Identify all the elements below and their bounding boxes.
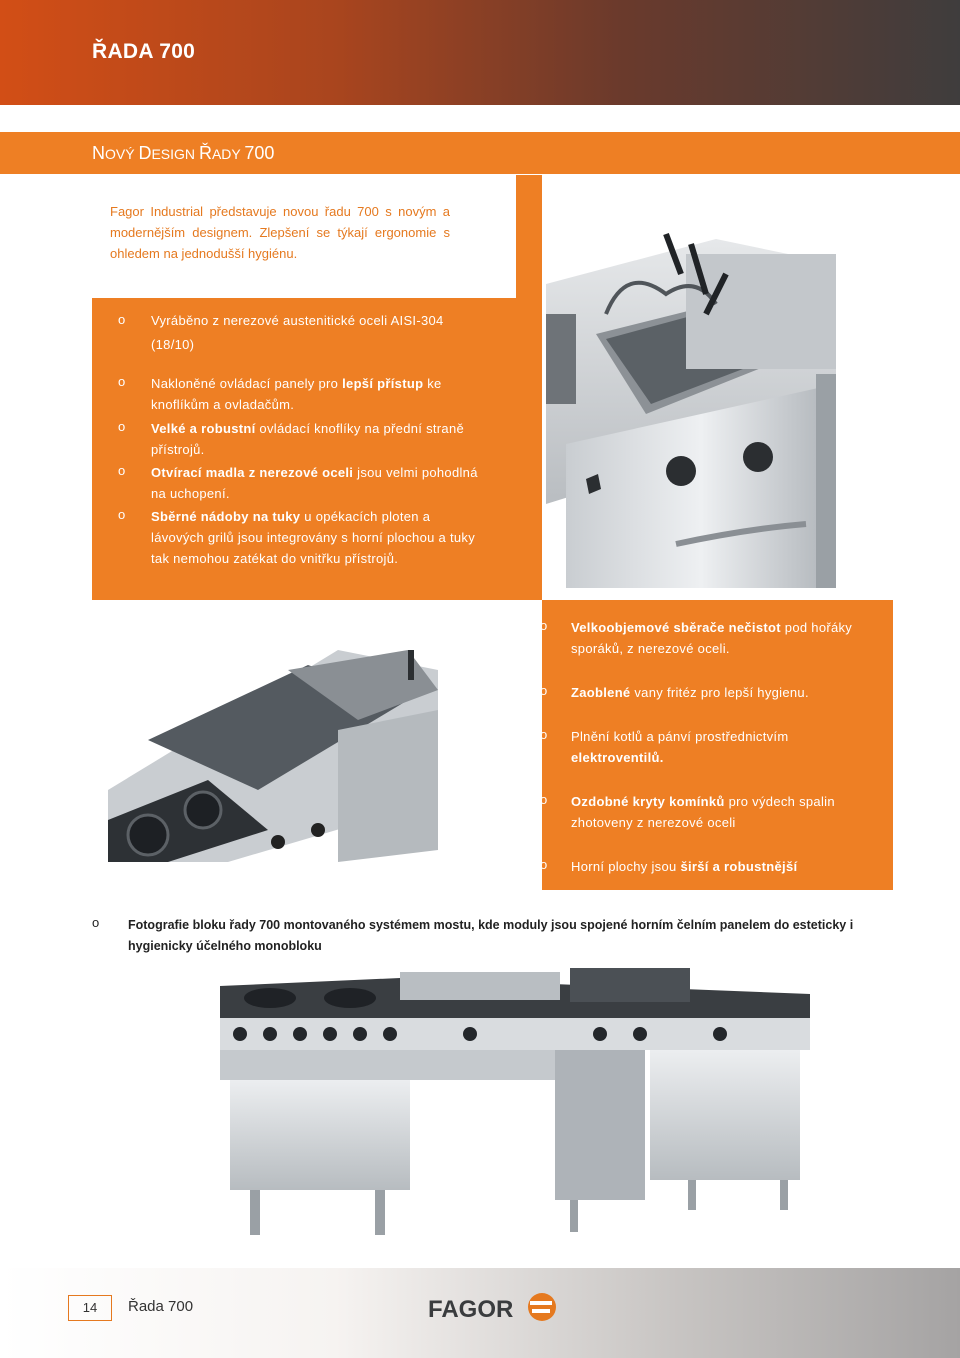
intro-text: Fagor Industrial představuje novou řadu 700 s novým a modernějším designem. Zlepšení se týkají ergonomie s ohledem na jednodušší hygiénu. [110,204,450,261]
section-title: NOVÝ DESIGN ŘADY 700 [92,143,275,163]
bullet-marker: o [118,463,126,478]
svg-text:FAGOR: FAGOR [428,1296,514,1323]
bullet-marker: o [118,374,126,389]
caption-marker: o [92,915,100,930]
footer-label: Řada 700 [128,1298,194,1315]
feature-item: Plnění kotlů a pánví prostřednictvím elektroventilů. [571,729,789,765]
feature-item: Otvírací madla z nerezové oceli jsou velmi pohodlná na uchopení. [151,465,478,501]
bullet-marker: o [118,419,126,434]
monoblock-photo [210,958,818,1248]
feature-item: Sběrné nádoby na tuky u opékacích ploten a lávových grilů jsou integrovány s horní plochou a tuky tak nemohou zatékat do vnitřku přístrojů. [151,509,476,566]
bullet-marker: o [540,792,548,807]
page-number: 14 [68,1295,112,1321]
feature-item: Velké a robustní ovládací knoflíky na přední straně přístrojů. [151,421,465,457]
page-title: ŘADA 700 [92,40,196,63]
fryer-photo [546,204,836,588]
bullet-marker: o [540,683,548,698]
feature-item: Zaoblené vany fritéz pro lepší hygienu. [571,685,809,700]
bullet-marker: o [540,857,548,872]
feature-item: Vyráběno z nerezové austenitické oceli AISI-304 (18/10) [151,313,444,352]
photo-caption: Fotografie bloku řady 700 montovaného systémem mostu, kde moduly jsou spojené horním čelním panelem do esteticky i hygienicky účelného monobloku [128,918,854,953]
griddle-photo [108,630,468,862]
feature-item: Horní plochy jsou širší a robustnější [571,859,798,874]
bullet-marker: o [118,312,126,327]
feature-item: Velkoobjemové sběrače nečistot pod hořáky sporáků, z nerezové oceli. [571,620,853,656]
bullet-marker: o [540,618,548,633]
bullet-marker: o [118,507,126,522]
feature-item: Ozdobné kryty komínků pro výdech spalin zhotoveny z nerezové oceli [571,794,835,830]
feature-item: Nakloněné ovládací panely pro lepší přístup ke knoflíkům a ovladačům. [151,376,442,412]
fagor-logo [428,1289,568,1325]
bullet-marker: o [540,727,548,742]
